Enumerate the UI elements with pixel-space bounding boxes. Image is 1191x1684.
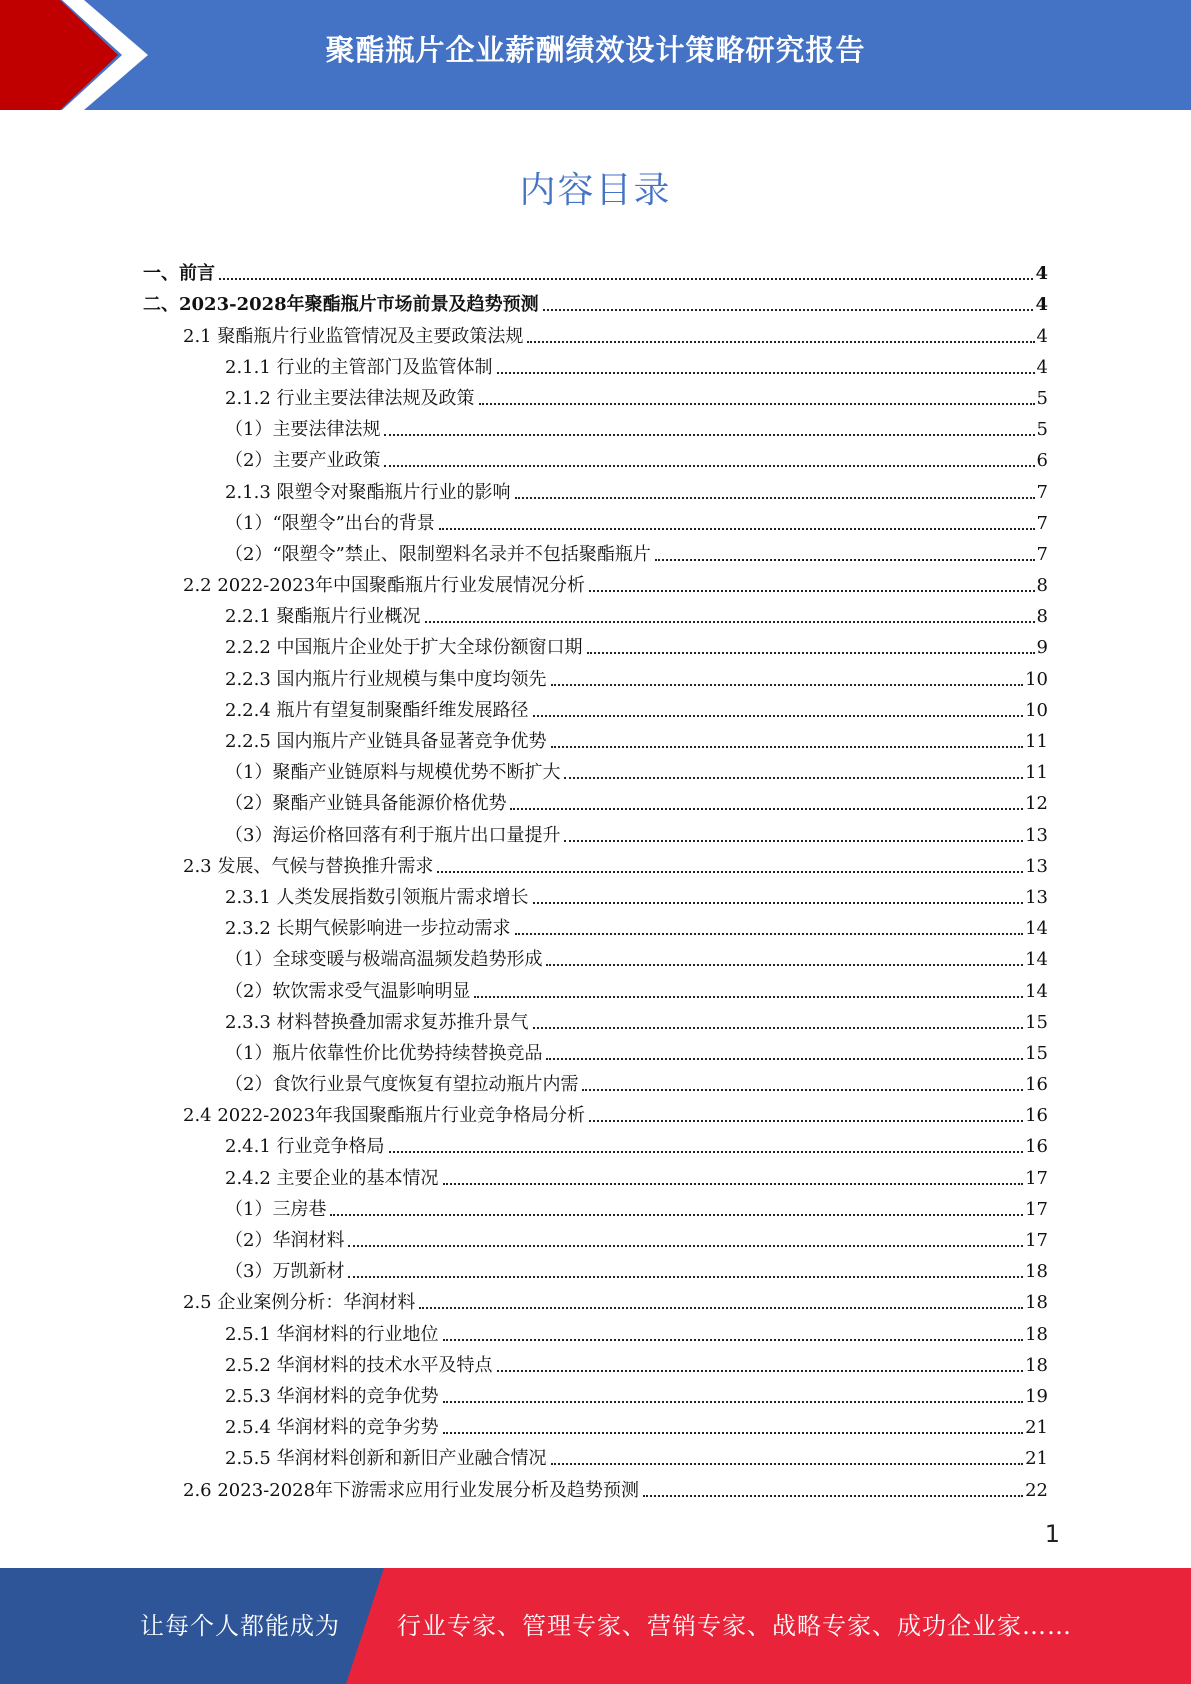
- toc-dot-leader: [443, 1339, 1024, 1341]
- toc-entry[interactable]: [143, 659, 1048, 690]
- toc-dot-leader: [643, 1495, 1023, 1497]
- toc-entry-text: 2.5.3 华润材料的竞争优势: [225, 1385, 439, 1407]
- toc-dot-leader: [564, 777, 1023, 779]
- toc-entry-page: 18: [1025, 1354, 1048, 1376]
- toc-entry-text: 2.5.4 华润材料的竞争劣势: [225, 1417, 439, 1439]
- toc-entry-text: （2）主要产业政策: [225, 450, 381, 472]
- toc-entry-text: （1）主要法律法规: [225, 419, 381, 441]
- toc-entry[interactable]: [143, 1096, 1048, 1127]
- toc-entry[interactable]: [143, 909, 1048, 940]
- toc-entry-page: 16: [1025, 1105, 1048, 1127]
- toc-dot-leader: [348, 1245, 1023, 1247]
- toc-dot-leader: [543, 309, 1034, 311]
- toc-entry[interactable]: [143, 1127, 1048, 1158]
- toc-entry[interactable]: [143, 1221, 1048, 1252]
- toc-entry-page: 5: [1036, 387, 1048, 409]
- toc-entry-page: 6: [1036, 450, 1048, 472]
- toc-heading: 内容目录: [519, 170, 672, 211]
- toc-entry-text: 2.2.3 国内瓶片行业规模与集中度均领先: [225, 668, 547, 690]
- toc-entry-text: （1）三房巷: [225, 1198, 327, 1220]
- toc-entry-text: 2.5.2 华润材料的技术水平及特点: [225, 1354, 493, 1376]
- toc-entry-page: 14: [1025, 980, 1048, 1002]
- toc-entry-text: 2.3 发展、气候与替换推升需求: [183, 855, 434, 877]
- toc-entry[interactable]: [143, 1439, 1048, 1470]
- toc-entry-text: 二、2023-2028年聚酯瓶片市场前景及趋势预测: [143, 294, 539, 316]
- toc-entry[interactable]: [143, 1408, 1048, 1439]
- toc-entry-text: 2.3.1 人类发展指数引领瓶片需求增长: [225, 886, 529, 908]
- toc-entry-page: 11: [1025, 731, 1048, 752]
- toc-dot-leader: [425, 621, 1035, 623]
- toc-entry-text: 2.5.5 华润材料创新和新旧产业融合情况: [225, 1448, 547, 1470]
- table-of-contents: [143, 254, 1048, 1502]
- toc-entry-page: 14: [1025, 949, 1048, 971]
- toc-dot-leader: [497, 1370, 1024, 1372]
- toc-entry-page: 5: [1036, 419, 1048, 441]
- toc-entry-page: 18: [1025, 1261, 1048, 1283]
- toc-dot-leader: [551, 684, 1024, 686]
- toc-entry-page: 4: [1035, 294, 1048, 316]
- toc-dot-leader: [497, 372, 1035, 374]
- toc-entry-page: 9: [1036, 637, 1048, 659]
- toc-dot-leader: [582, 1089, 1023, 1091]
- toc-entry[interactable]: [143, 1034, 1048, 1065]
- toc-entry-text: （3）海运价格回落有利于瓶片出口量提升: [225, 824, 561, 846]
- toc-entry[interactable]: [143, 1252, 1048, 1283]
- toc-dot-leader: [479, 403, 1035, 405]
- toc-entry-page: 7: [1036, 512, 1048, 534]
- toc-entry-text: （1）全球变暖与极端高温频发趋势形成: [225, 949, 543, 971]
- toc-entry-page: 7: [1036, 543, 1048, 565]
- toc-dot-leader: [527, 341, 1034, 343]
- toc-entry[interactable]: [143, 1314, 1048, 1345]
- footer-slogan-right: 行业专家、管理专家、营销专家、战略专家、成功企业家……: [397, 1612, 1072, 1640]
- toc-entry[interactable]: [143, 815, 1048, 846]
- toc-entry[interactable]: [143, 971, 1048, 1002]
- toc-dot-leader: [587, 652, 1035, 654]
- toc-entry-text: 2.2.2 中国瓶片企业处于扩大全球份额窗口期: [225, 637, 583, 659]
- toc-dot-leader: [384, 465, 1034, 467]
- toc-dot-leader: [589, 1120, 1023, 1122]
- toc-entry-text: 2.3.3 材料替换叠加需求复苏推升景气: [225, 1011, 529, 1033]
- toc-dot-leader: [546, 1058, 1023, 1060]
- toc-entry-page: 18: [1025, 1292, 1048, 1314]
- toc-entry-text: 2.2.5 国内瓶片产业链具备显著竞争优势: [225, 731, 547, 752]
- toc-dot-leader: [551, 1463, 1024, 1465]
- toc-entry-text: 2.1 聚酯瓶片行业监管情况及主要政策法规: [183, 325, 524, 347]
- toc-entry-page: 19: [1025, 1385, 1048, 1407]
- toc-entry[interactable]: [143, 691, 1048, 722]
- toc-entry-text: 2.2 2022-2023年中国聚酯瓶片行业发展情况分析: [183, 575, 586, 597]
- toc-dot-leader: [533, 1027, 1024, 1029]
- toc-entry[interactable]: [143, 878, 1048, 909]
- toc-entry[interactable]: [143, 1065, 1048, 1096]
- toc-dot-leader: [515, 497, 1035, 499]
- toc-dot-leader: [419, 1307, 1023, 1309]
- toc-entry-page: 4: [1035, 263, 1048, 285]
- toc-entry-text: 2.1.1 行业的主管部门及监管体制: [225, 356, 493, 378]
- toc-entry-page: 16: [1025, 1136, 1048, 1158]
- toc-entry[interactable]: [143, 379, 1048, 410]
- toc-entry[interactable]: [143, 535, 1048, 566]
- toc-entry-text: 2.3.2 长期气候影响进一步拉动需求: [225, 918, 511, 940]
- toc-entry[interactable]: [143, 628, 1048, 659]
- toc-entry-page: 17: [1025, 1230, 1048, 1251]
- toc-entry[interactable]: [143, 1003, 1048, 1034]
- toc-entry-page: 10: [1025, 668, 1048, 690]
- toc-entry[interactable]: [143, 1470, 1048, 1501]
- toc-dot-leader: [551, 746, 1024, 748]
- toc-entry[interactable]: [143, 410, 1048, 441]
- toc-entry[interactable]: [143, 722, 1048, 753]
- page-header: [0, 0, 1191, 110]
- toc-dot-leader: [533, 715, 1024, 717]
- toc-entry-page: 17: [1025, 1198, 1048, 1220]
- toc-dot-leader: [546, 964, 1023, 966]
- toc-entry-page: 11: [1025, 762, 1048, 784]
- toc-dot-leader: [389, 1151, 1024, 1153]
- toc-entry-text: （2）“限塑令”禁止、限制塑料名录并不包括聚酯瓶片: [225, 543, 651, 565]
- report-title: 聚酯瓶片企业薪酬绩效设计策略研究报告: [325, 33, 866, 67]
- toc-entry[interactable]: [143, 566, 1048, 597]
- toc-entry-page: 21: [1025, 1417, 1048, 1439]
- toc-entry-text: 2.6 2023-2028年下游需求应用行业发展分析及趋势预测: [183, 1479, 640, 1501]
- toc-entry-page: 22: [1025, 1479, 1048, 1501]
- toc-entry[interactable]: [143, 1346, 1048, 1377]
- toc-dot-leader: [219, 278, 1033, 280]
- toc-entry-page: 21: [1025, 1448, 1048, 1470]
- toc-entry[interactable]: [143, 940, 1048, 971]
- toc-dot-leader: [564, 840, 1023, 842]
- toc-entry[interactable]: [143, 348, 1048, 379]
- toc-dot-leader: [443, 1183, 1024, 1185]
- toc-dot-leader: [515, 933, 1024, 935]
- toc-entry[interactable]: [143, 316, 1048, 347]
- toc-entry[interactable]: [143, 753, 1048, 784]
- toc-entry-page: 18: [1025, 1323, 1048, 1345]
- toc-entry[interactable]: [143, 1190, 1048, 1221]
- toc-entry-text: 一、前言: [143, 263, 215, 285]
- toc-entry-text: 2.4 2022-2023年我国聚酯瓶片行业竞争格局分析: [183, 1105, 586, 1127]
- toc-entry[interactable]: [143, 504, 1048, 535]
- toc-dot-leader: [330, 1214, 1023, 1216]
- toc-entry-page: 8: [1036, 575, 1048, 597]
- toc-entry-text: 2.5 企业案例分析：华润材料: [183, 1292, 416, 1314]
- toc-entry-page: 13: [1025, 824, 1048, 846]
- toc-dot-leader: [533, 902, 1024, 904]
- toc-entry-text: 2.4.1 行业竞争格局: [225, 1136, 385, 1158]
- toc-entry-page: 16: [1025, 1074, 1048, 1096]
- toc-entry-text: 2.5.1 华润材料的行业地位: [225, 1323, 439, 1345]
- toc-entry-text: （2）华润材料: [225, 1230, 345, 1251]
- toc-entry-text: （3）万凯新材: [225, 1261, 345, 1283]
- toc-entry-text: 2.4.2 主要企业的基本情况: [225, 1167, 439, 1189]
- toc-entry[interactable]: [143, 1377, 1048, 1408]
- toc-entry-page: 4: [1036, 356, 1048, 378]
- toc-entry-page: 7: [1036, 481, 1048, 503]
- toc-entry-text: （2）软饮需求受气温影响明显: [225, 980, 471, 1002]
- toc-entry[interactable]: [143, 1283, 1048, 1314]
- footer-slogan-left: 让每个人都能成为: [140, 1612, 340, 1640]
- toc-entry-page: 17: [1025, 1167, 1048, 1189]
- toc-dot-leader: [437, 871, 1023, 873]
- toc-entry-text: 2.1.2 行业主要法律法规及政策: [225, 387, 475, 409]
- toc-dot-leader: [655, 559, 1035, 561]
- toc-entry[interactable]: [143, 254, 1048, 285]
- toc-entry-text: （2）食饮行业景气度恢复有望拉动瓶片内需: [225, 1074, 579, 1096]
- toc-entry-text: （1）瓶片依靠性价比优势持续替换竞品: [225, 1042, 543, 1064]
- toc-entry-text: 2.2.4 瓶片有望复制聚酯纤维发展路径: [225, 699, 529, 721]
- toc-entry-page: 15: [1025, 1011, 1048, 1033]
- toc-dot-leader: [589, 590, 1035, 592]
- toc-dot-leader: [510, 808, 1023, 810]
- toc-entry-page: 15: [1025, 1042, 1048, 1064]
- toc-entry-text: 2.2.1 聚酯瓶片行业概况: [225, 606, 421, 628]
- toc-entry-text: （1）“限塑令”出台的背景: [225, 512, 435, 534]
- toc-dot-leader: [348, 1276, 1023, 1278]
- toc-dot-leader: [443, 1401, 1024, 1403]
- toc-entry[interactable]: [143, 1158, 1048, 1189]
- toc-entry[interactable]: [143, 847, 1048, 878]
- toc-entry-page: 13: [1025, 886, 1048, 908]
- toc-dot-leader: [474, 996, 1023, 998]
- toc-dot-leader: [384, 434, 1034, 436]
- toc-entry-text: （1）聚酯产业链原料与规模优势不断扩大: [225, 762, 561, 784]
- toc-entry-page: 10: [1025, 699, 1048, 721]
- page-footer: [0, 1568, 1191, 1684]
- toc-entry-page: 12: [1025, 793, 1048, 815]
- toc-dot-leader: [439, 528, 1035, 530]
- toc-entry[interactable]: [143, 441, 1048, 472]
- toc-entry-page: 13: [1025, 855, 1048, 877]
- toc-entry[interactable]: [143, 472, 1048, 503]
- toc-entry[interactable]: [143, 784, 1048, 815]
- page-number: 1: [1044, 1520, 1060, 1548]
- toc-entry-text: 2.1.3 限塑令对聚酯瓶片行业的影响: [225, 481, 511, 503]
- toc-entry[interactable]: [143, 597, 1048, 628]
- toc-entry-text: （2）聚酯产业链具备能源价格优势: [225, 793, 507, 815]
- toc-entry-page: 4: [1036, 325, 1048, 347]
- toc-entry-page: 8: [1036, 606, 1048, 628]
- toc-entry-page: 14: [1025, 918, 1048, 940]
- toc-dot-leader: [443, 1432, 1024, 1434]
- toc-entry[interactable]: [143, 285, 1048, 316]
